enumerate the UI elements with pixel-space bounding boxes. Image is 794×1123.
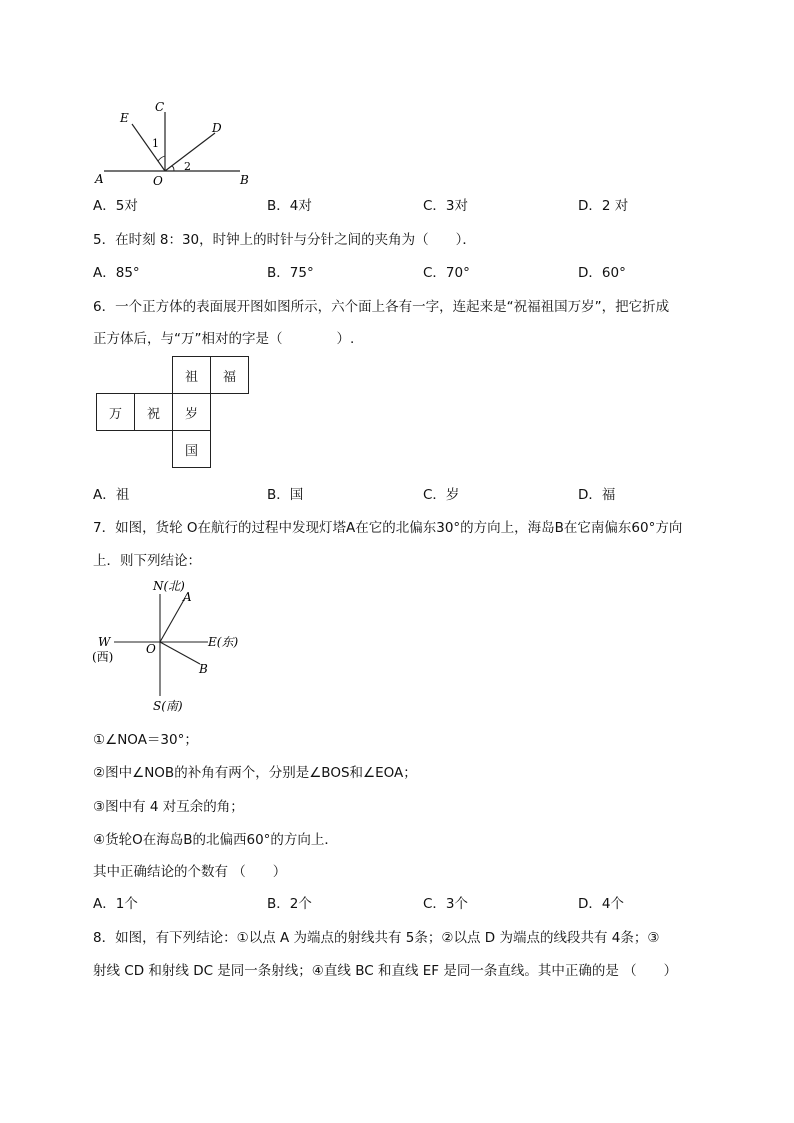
net-empty — [97, 431, 135, 468]
q5-option-d[interactable]: D．60° — [578, 265, 626, 281]
q5-option-c[interactable]: C．70° — [423, 265, 470, 281]
q5-option-b[interactable]: B．75° — [267, 265, 314, 281]
compass-figure — [90, 576, 260, 716]
q7-statement-2: ②图中∠NOB的补角有两个，分别是∠BOS和∠EOA； — [93, 765, 417, 781]
label-c: C — [155, 100, 165, 114]
q4-option-c[interactable]: C．3对 — [423, 198, 469, 214]
q4-option-a[interactable]: A．5对 — [93, 198, 138, 214]
net-empty — [135, 431, 173, 468]
q6-stem-line1: 6．一个正方体的表面展开图如图所示，六个面上各有一字，连起来是“祝福祖国万岁”，把它折成 — [93, 299, 670, 315]
q7-statement-4: ④货轮O在海岛B的北偏西60°的方向上． — [93, 832, 338, 848]
q6-option-a[interactable]: A．祖 — [93, 487, 130, 503]
q7-option-b[interactable]: B．2个 — [267, 896, 312, 912]
q6-stem-line2: 正方体后，与“万”相对的字是（ ）. — [93, 331, 355, 347]
net-cell-zu: 祖 — [173, 357, 211, 394]
angle-arc-1 — [158, 156, 165, 161]
net-cell-fu: 福 — [211, 357, 249, 394]
net-empty — [211, 394, 249, 431]
label-e: E — [120, 111, 129, 125]
label-s: S(南) — [153, 699, 183, 713]
net-cell-guo: 国 — [173, 431, 211, 468]
angle-figure — [90, 96, 260, 188]
cube-net — [96, 356, 249, 468]
q8-stem-line1: 8．如图，有下列结论：①以点 A 为端点的射线共有 5条；②以点 D 为端点的线段共有 4条；③ — [93, 930, 660, 946]
q6-option-d[interactable]: D．福 — [578, 487, 616, 503]
q6-option-b[interactable]: B．国 — [267, 487, 304, 503]
label-west-cn: (西) — [92, 650, 114, 664]
net-cell-zhu: 祝 — [135, 394, 173, 431]
q7-stem-line2: 上．则下列结论： — [93, 553, 201, 569]
label-d: D — [212, 121, 222, 135]
label-b: B — [199, 662, 208, 676]
net-empty — [135, 357, 173, 394]
q7-ask: 其中正确结论的个数有 （ ） — [93, 864, 287, 880]
q7-statement-3: ③图中有 4 对互余的角； — [93, 799, 244, 815]
label-e: E(东) — [208, 635, 239, 649]
ray-ob — [160, 642, 200, 664]
label-a: A — [95, 172, 104, 186]
q6-option-c[interactable]: C．岁 — [423, 487, 460, 503]
net-cell-wan: 万 — [97, 394, 135, 431]
net-empty — [211, 431, 249, 468]
label-angle-2: 2 — [184, 160, 191, 173]
ray-oa — [160, 598, 185, 642]
net-empty — [97, 357, 135, 394]
q5-stem: 5．在时刻 8：30，时钟上的时针与分针之间的夹角为（ ）． — [93, 232, 476, 248]
q4-option-d[interactable]: D．2 对 — [578, 198, 629, 214]
q8-stem-line2: 射线 CD 和射线 DC 是同一条射线；④直线 BC 和直线 EF 是同一条直线。其中正确的是 （ ） — [93, 963, 678, 979]
q7-statement-1: ①∠NOA＝30°； — [93, 732, 198, 748]
label-b: B — [240, 173, 249, 187]
label-n: N(北) — [153, 579, 185, 593]
q4-option-b[interactable]: B．4对 — [267, 198, 312, 214]
label-w: W — [98, 635, 111, 649]
net-cell-sui: 岁 — [173, 394, 211, 431]
label-o: O — [153, 174, 163, 188]
label-angle-1: 1 — [152, 137, 159, 150]
q7-option-c[interactable]: C．3个 — [423, 896, 469, 912]
q7-stem-line1: 7．如图，货轮 O在航行的过程中发现灯塔A在它的北偏东30°的方向上，海岛B在它南偏东60°方向 — [93, 520, 683, 536]
q5-option-a[interactable]: A．85° — [93, 265, 140, 281]
label-o: O — [146, 642, 156, 656]
q7-option-d[interactable]: D．4个 — [578, 896, 624, 912]
label-a: A — [183, 590, 192, 604]
ray-oe — [132, 124, 165, 171]
q7-option-a[interactable]: A．1个 — [93, 896, 138, 912]
